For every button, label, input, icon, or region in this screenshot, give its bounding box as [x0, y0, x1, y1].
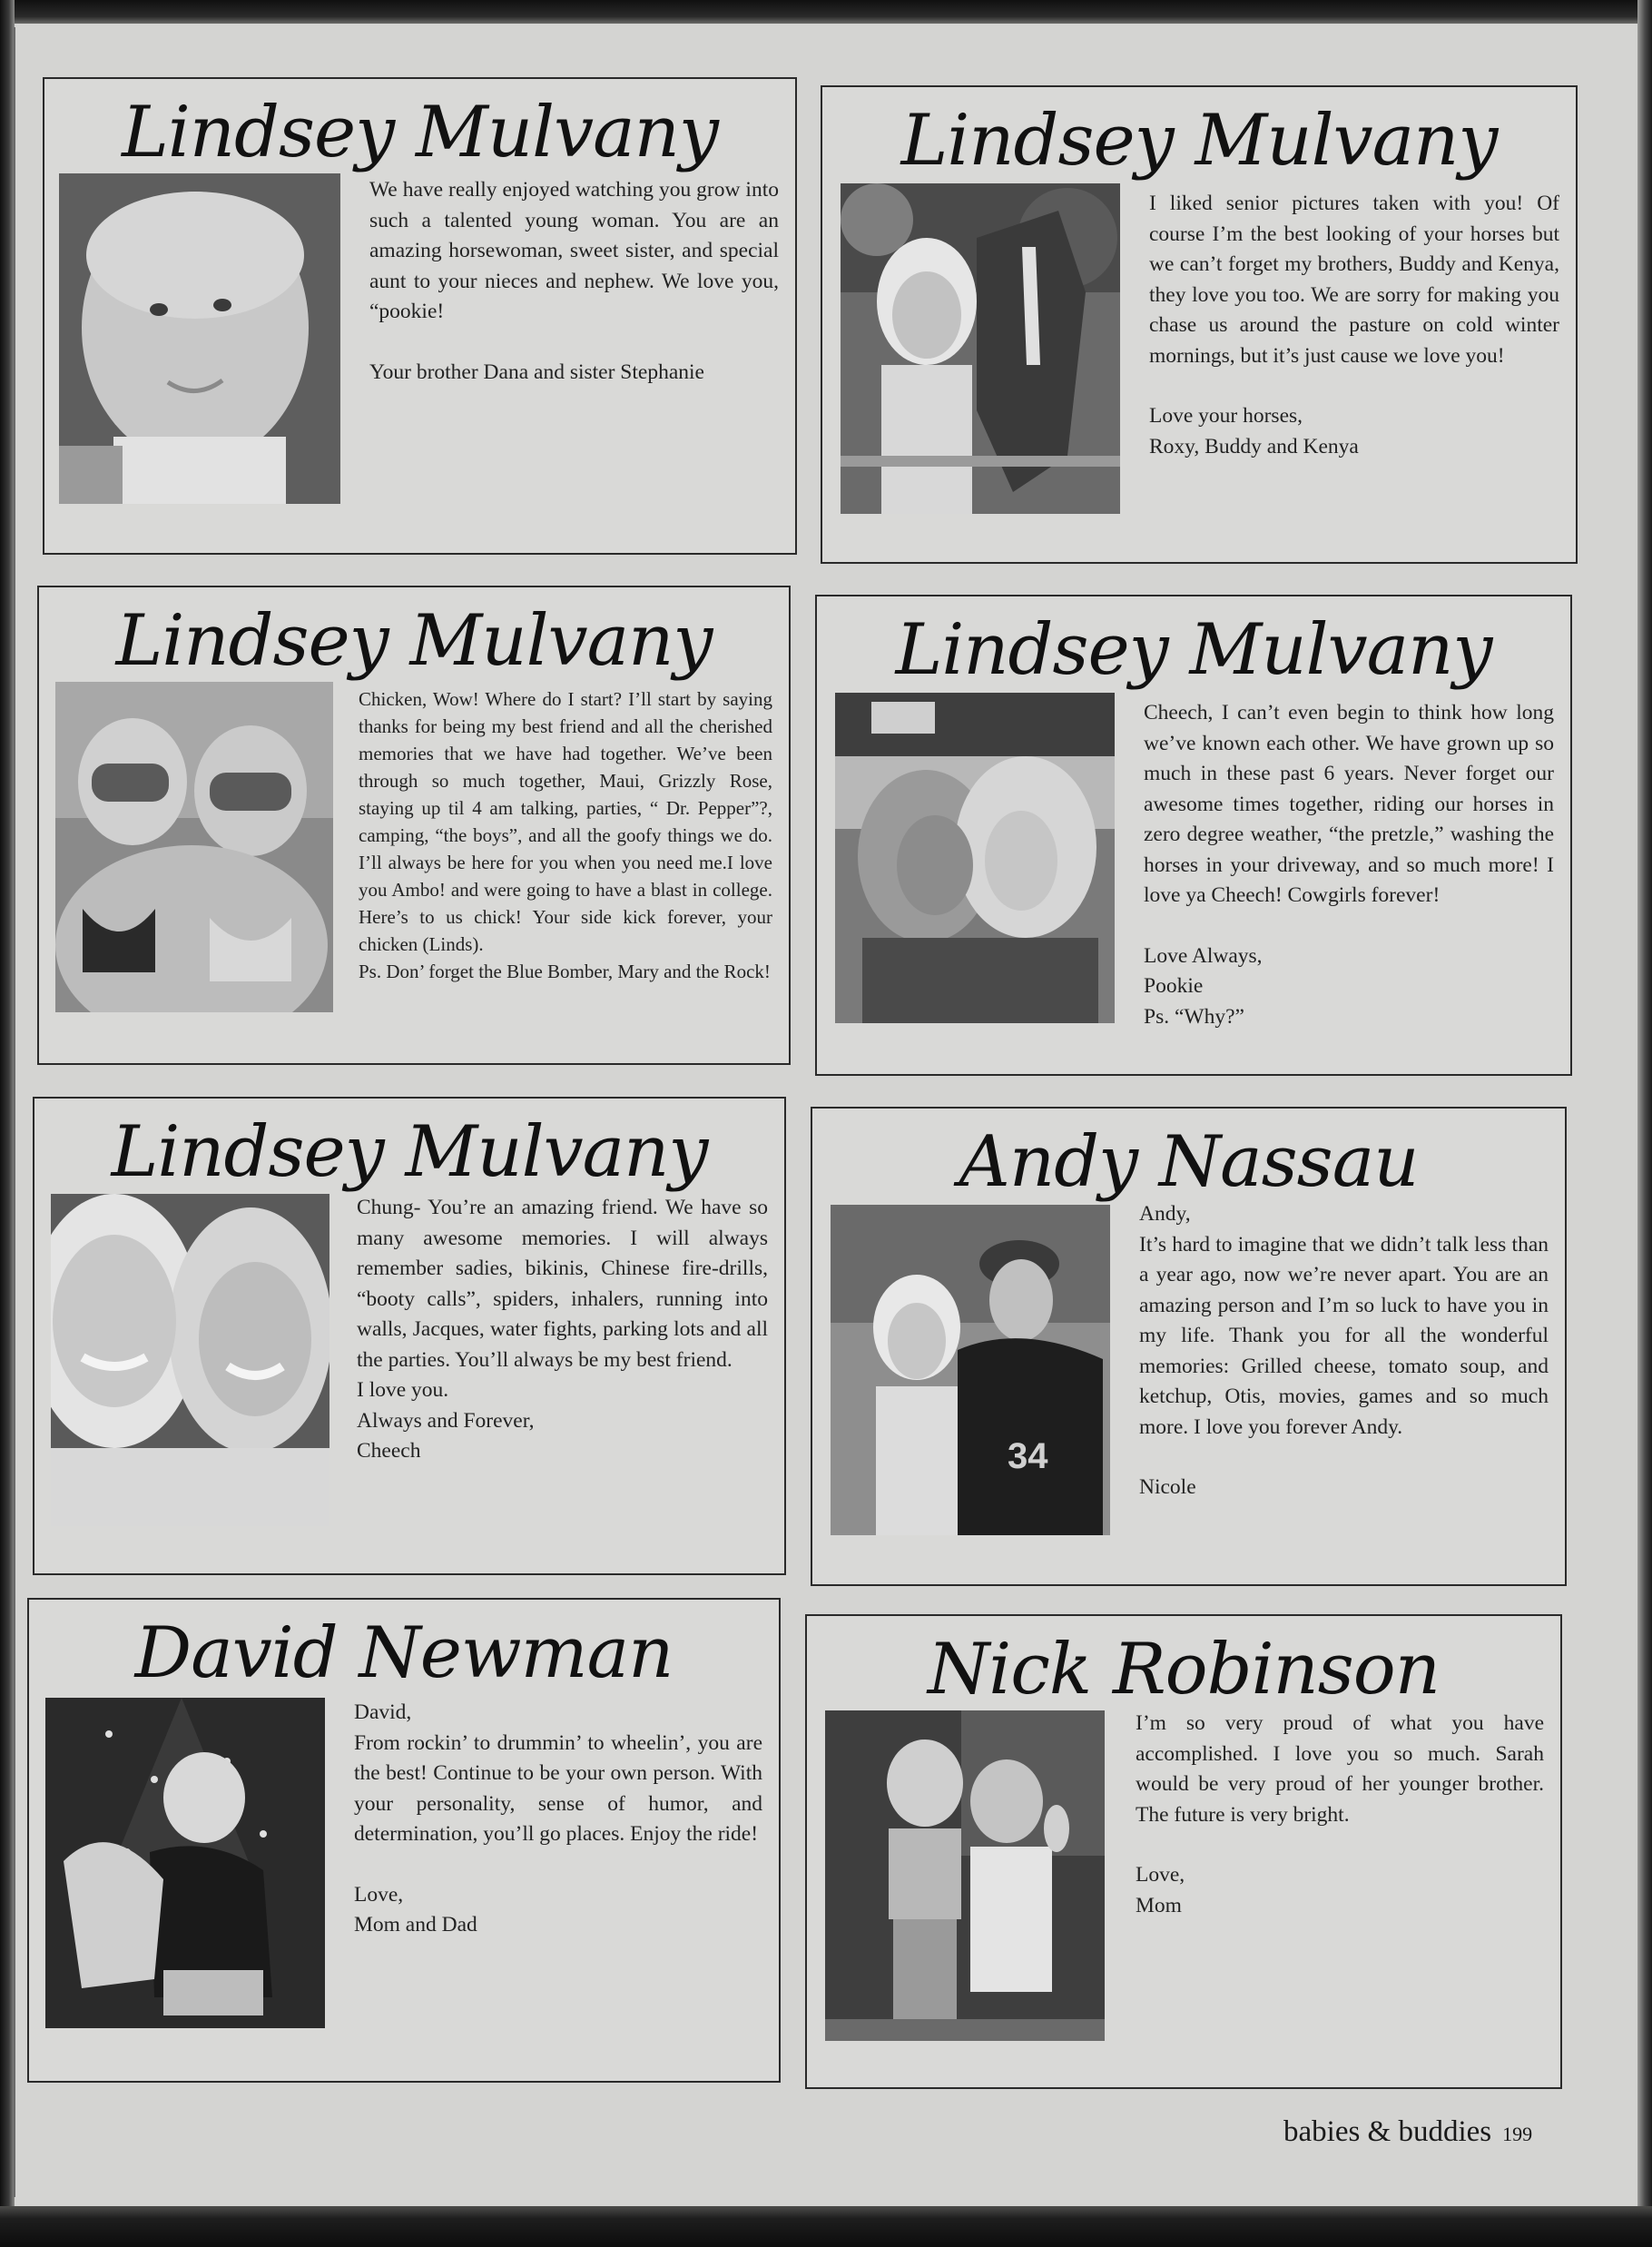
binding-shadow [0, 0, 15, 2247]
tribute-name: Lindsey Mulvany [895, 609, 1492, 691]
tribute-card-david [27, 1598, 781, 2083]
two-kids-waving-photo [825, 1710, 1105, 2041]
girl-with-horse-photo [841, 183, 1120, 514]
couple-photo [831, 1205, 1110, 1535]
tribute-card-lindsey-5 [33, 1097, 786, 1575]
tribute-card-lindsey-4 [815, 595, 1572, 1076]
snorkel-friends-photo [55, 682, 333, 1012]
page-number: 199 [1502, 2123, 1533, 2145]
page-bottom-edge [0, 2206, 1652, 2247]
svg-text:34: 34 [1008, 1436, 1048, 1476]
gutter-line [14, 27, 15, 2197]
tribute-card-lindsey-2 [821, 85, 1578, 564]
tribute-message: Andy, It’s hard to imagine that we didn’t talk less than a year ago, now we’re never apart. You are an amazing person and I’m so luck to have you in my life. Thank you for all the wonderful memories: Grilled cheese, tomato soup, and ketchup, Otis, movies, games and so much more. I love you forever Andy. Nicole [1139, 1202, 1549, 1499]
tribute-name: Lindsey Mulvany [122, 92, 718, 173]
section-title: babies & buddies [1283, 2115, 1492, 2148]
tribute-name: Andy Nassau [959, 1121, 1419, 1203]
tribute-card-lindsey-3 [37, 586, 791, 1065]
baby-photo [59, 173, 340, 504]
tribute-name: Nick Robinson [928, 1629, 1440, 1710]
two-girls-closeup-photo [51, 1194, 329, 1526]
tribute-message: Chicken, Wow! Where do I start? I’ll start by saying thanks for being my best friend and all the cherished memories that we have had together. We’ve been through so much together, Maui, Grizzly Rose, staying up til 4 am talking, parties, “ Dr. Pepper”?, camping, “the boys”, and all the goofy things we do. I’ll always be here for you when you need me.I love you Ambo! and were going to have a blast in college. Here’s to us chick! Your side kick forever, your chicken (Linds). Ps. Don’ forget the Blue Bomber, Mary and the Rock! [359, 688, 772, 982]
tribute-message: Cheech, I can’t even begin to think how long we’ve known each other. We have grown up so much in these past 6 years. Never forget our awesome times together, riding our horses in zero degree weather, “the pretzle,” washing the horses in your driveway, and so much more! I love ya Cheech! Cowgirls forever! Love Always, Pookie Ps. “Why?” [1144, 701, 1554, 1029]
tribute-message: Chung- You’re an amazing friend. We have so many awesome memories. I will always remember sadies, bikinis, Chinese fire-drills, “booty calls”, spiders, inhalers, running into walls, Jacques, water fights, parking lots and all the parties. You’ll always be my best friend. I love you. Always and Forever, Cheech [357, 1196, 768, 1463]
tribute-card-nick [805, 1614, 1562, 2089]
tribute-card-andy [811, 1107, 1567, 1586]
page-footer [1283, 2115, 1532, 2149]
tribute-message: I’m so very proud of what you have accomplished. I love you so much. Sarah would be very proud of her younger brother. The future is very bright. Love, Mom [1136, 1711, 1544, 1917]
tribute-message: I liked senior pictures taken with you! Of course I’m the best looking of your horses but we can’t forget my brothers, Buddy and Kenya, they love you too. We are sorry for making you chase us around the pasture on cold winter mornings, but it’s just cause we love you! Love your horses, Roxy, Buddy and Kenya [1149, 192, 1559, 458]
tribute-name: Lindsey Mulvany [115, 600, 713, 682]
tinsel-wigs-photo [835, 693, 1115, 1023]
page-right-edge [1637, 0, 1652, 2247]
tribute-name: Lindsey Mulvany [900, 100, 1498, 182]
tribute-card-lindsey-1 [43, 77, 797, 555]
tribute-message: David, From rockin’ to drummin’ to wheelin’, you are the best! Continue to be your own person. With your personality, sense of humor, and determination, you’ll go places. Enjoy the ride! Love, Mom and Dad [354, 1700, 762, 1937]
tribute-name: David Newman [134, 1612, 674, 1694]
tribute-message: We have really enjoyed watching you grow into such a talented young woman. You are an amazing horsewoman, sweet sister, and special aunt to your nieces and nephew. We love you, “pookie! Your brother Dana and sister Stephanie [369, 178, 779, 384]
page-top-edge [0, 0, 1652, 24]
tribute-name: Lindsey Mulvany [111, 1111, 708, 1193]
toddler-rocking-horse-photo [45, 1698, 325, 2028]
